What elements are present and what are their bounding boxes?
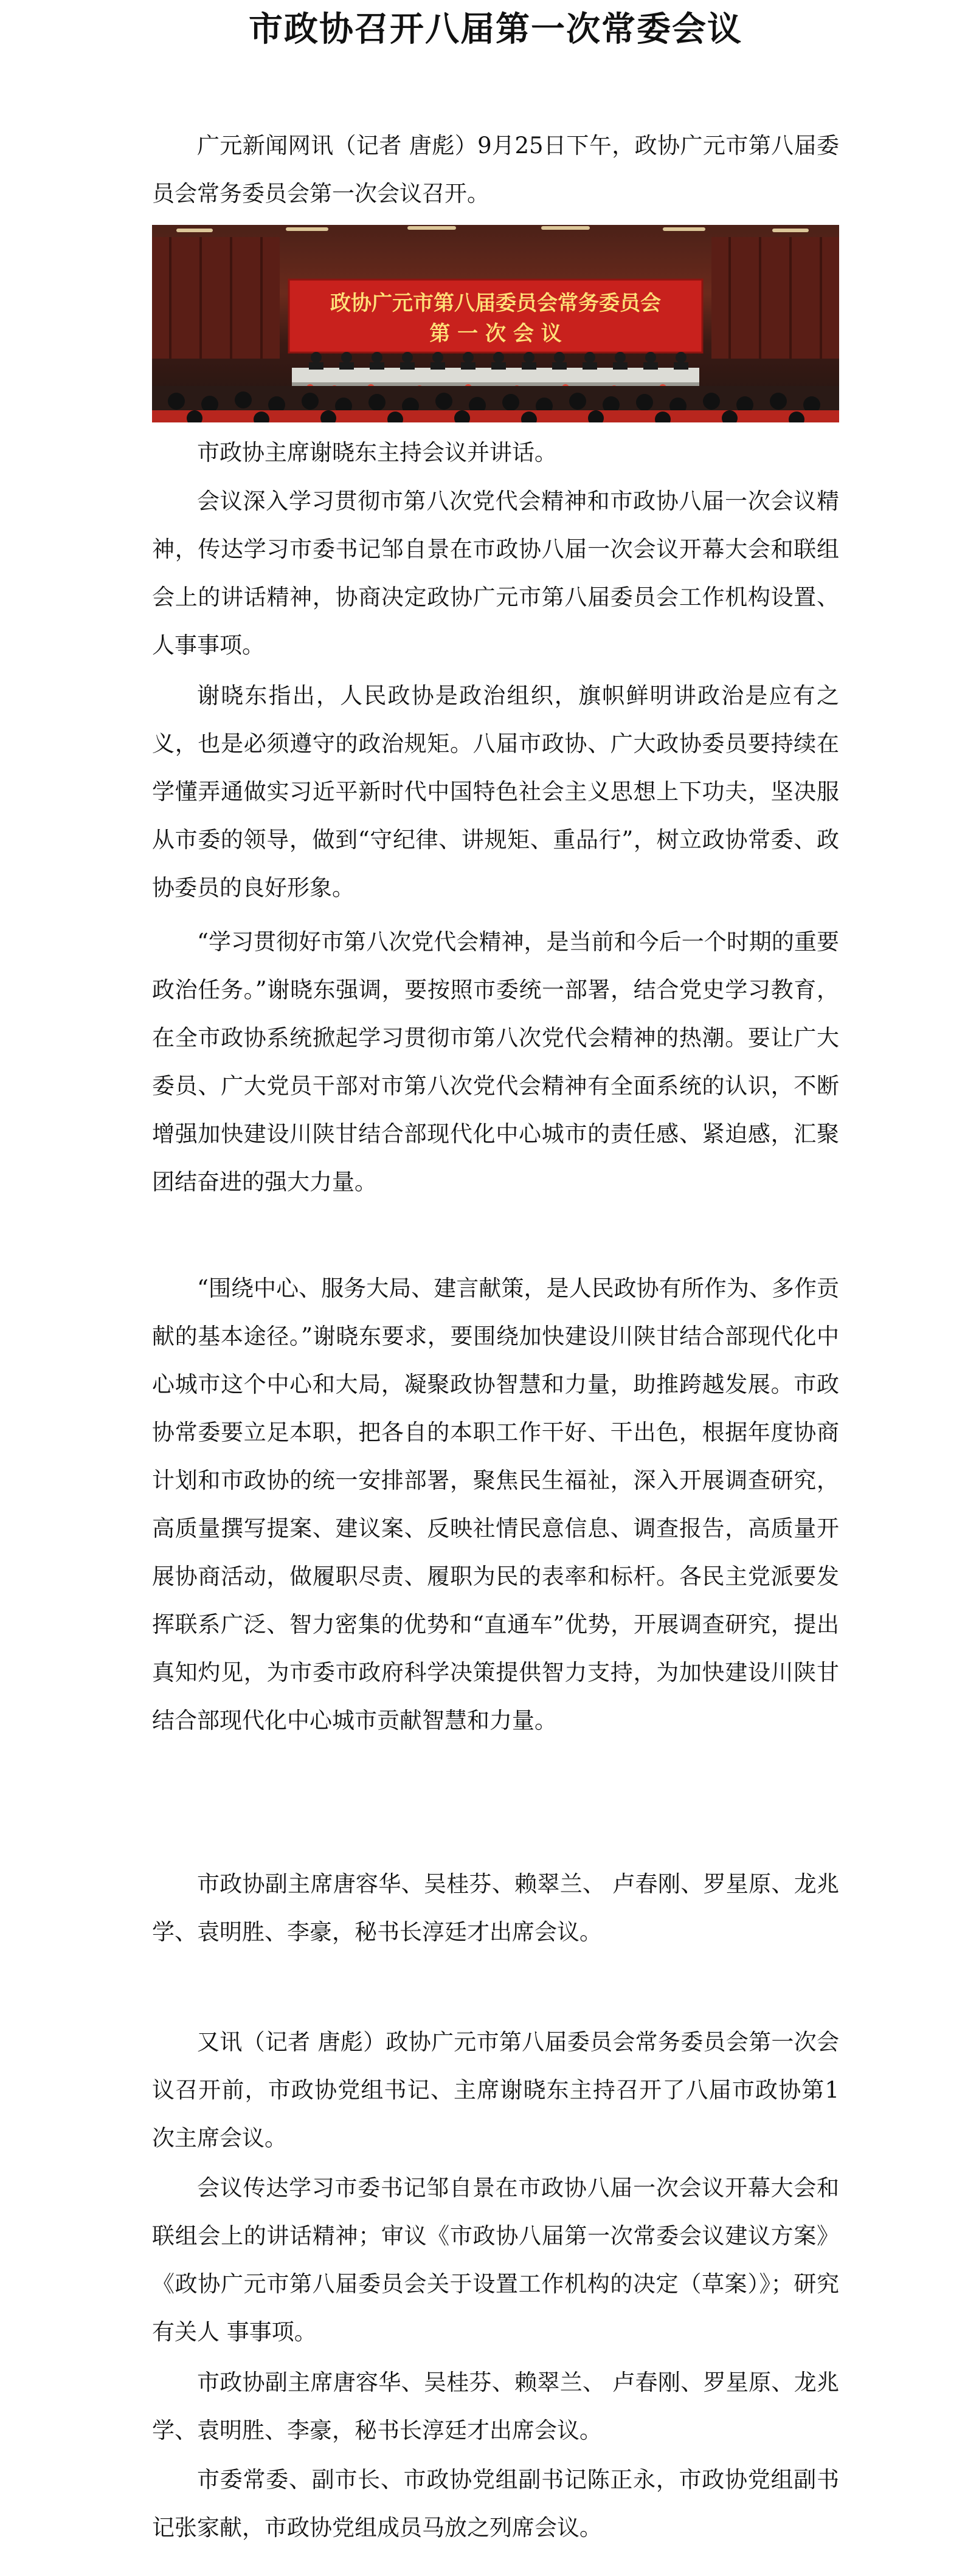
paragraph-3: 谢晓东指出，人民政协是政治组织，旗帜鲜明讲政治是应有之义，也是必须遵守的政治规矩。八届市政协、广大政协委员要持续在学懂弄通做实习近平新时代中国特色社会主义思想上下功夫，坚决服从市委的领导，做到“守纪律、讲规矩、重品行”，树立政协常委、政协委员的良好形象。 bbox=[152, 683, 839, 901]
meeting-photo bbox=[152, 225, 839, 422]
section2-paragraph-4: 市委常委、副市长、市政协党组副书记陈正永，市政协党组副书记张家献，市政协党组成员马放之列席会议。 bbox=[152, 2467, 839, 2541]
article-title: 市政协召开八届第一次常委会议 bbox=[249, 9, 742, 49]
paragraph-6: 市政协副主席唐容华、吴桂芬、赖翠兰、 卢春刚、罗星原、龙兆学、袁明胜、李豪，秘书长淳廷才出席会议。 bbox=[152, 1871, 839, 1945]
intro-paragraph: 广元新闻网讯（记者 唐彪）9月25日下午，政协广元市第八届委员会常务委员会第一次会议召开。 bbox=[152, 133, 839, 207]
section2-paragraph-2: 会议传达学习市委书记邹自景在市政协八届一次会议开幕大会和联组会上的讲话精神；审议《市政协八届第一次常委会议建议方案》《政协广元市第八届委员会关于设置工作机构的决定（草案）》；研究有关人 事事项。 bbox=[152, 2175, 839, 2345]
paragraph-2: 会议深入学习贯彻市第八次党代会精神和市政协八届一次会议精神，传达学习市委书记邹自景在市政协八届一次会议开幕大会和联组会上的讲话精神，协商决定政协广元市第八届委员会工作机构设置、人事事项。 bbox=[152, 488, 839, 658]
section2-paragraph-1: 又讯（记者 唐彪）政协广元市第八届委员会常务委员会第一次会议召开前，市政协党组书记、主席谢晓东主持召开了八届市政协第1次主席会议。 bbox=[152, 2029, 839, 2151]
section2-paragraph-3: 市政协副主席唐容华、吴桂芬、赖翠兰、 卢春刚、罗星原、龙兆学、袁明胜、李豪，秘书长淳廷才出席会议。 bbox=[152, 2369, 839, 2443]
paragraph-4: “学习贯彻好市第八次党代会精神，是当前和今后一个时期的重要政治任务。”谢晓东强调，要按照市委统一部署，结合党史学习教育，在全市政协系统掀起学习贯彻市第八次党代会精神的热潮。要让广大委员、广大党员干部对市第八次党代会精神有全面系统的认识，不断增强加快建设川陕甘结合部现代化中心城市的责任感、紧迫感，汇聚团结奋进的强大力量。 bbox=[152, 929, 839, 1195]
paragraph-5: “围绕中心、服务大局、建言献策，是人民政协有所作为、多作贡献的基本途径。”谢晓东要求，要围绕加快建设川陕甘结合部现代化中心城市这个中心和大局，凝聚政协智慧和力量，助推跨越发展。市政协常委要立足本职，把各自的本职工作干好、干出色，根据年度协商计划和市政协的统一安排部署，聚焦民生福祉，深入开展调查研究，高质量撰写提案、建议案、反映社情民意信息、调查报告，高质量开展协商活动，做履职尽责、履职为民的表率和标杆。各民主党派要发挥联系广泛、智力密集的优势和“直通车”优势，开展调查研究，提出真知灼见，为市委市政府科学决策提供智力支持，为加快建设川陕甘结合部现代化中心城市贡献智慧和力量。 bbox=[152, 1275, 839, 1734]
banner-line-2: 第 一 次 会 议 bbox=[429, 322, 562, 346]
banner-line-1: 政协广元市第八届委员会常务委员会 bbox=[330, 291, 661, 315]
paragraph-1: 市政协主席谢晓东主持会议并讲话。 bbox=[197, 439, 557, 466]
